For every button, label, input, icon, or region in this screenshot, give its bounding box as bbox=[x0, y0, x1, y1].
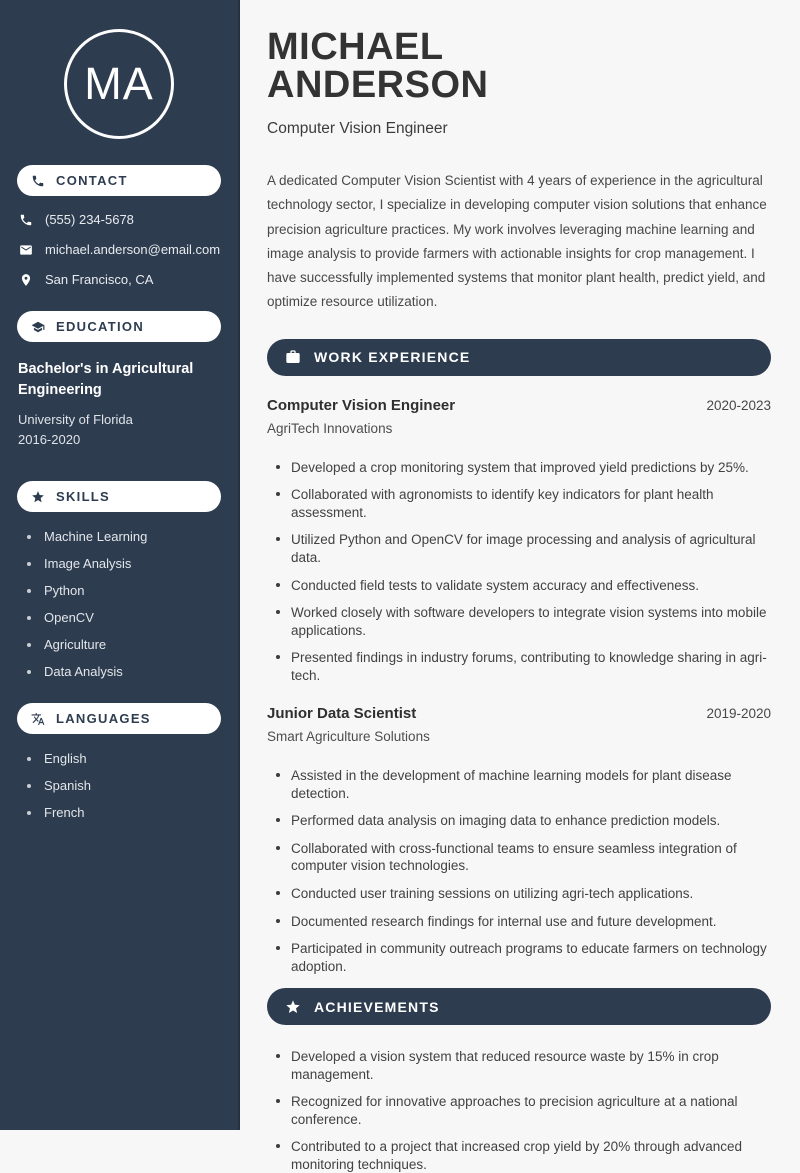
skills-section-header bbox=[17, 481, 221, 512]
job-bullet: Participated in community outreach programs to educate farmers on technology adoption. bbox=[267, 940, 771, 975]
job-entry bbox=[267, 705, 771, 975]
job-bullet: Conducted field tests to validate system accuracy and effectiveness. bbox=[267, 577, 771, 595]
contact-item-email bbox=[19, 242, 221, 257]
contact-item-location bbox=[19, 272, 221, 287]
contact-list bbox=[19, 212, 221, 287]
location-text: San Francisco, CA bbox=[45, 272, 154, 287]
avatar-initials: MA bbox=[84, 58, 154, 109]
education-years: 2016-2020 bbox=[18, 432, 81, 448]
skill-item: Python bbox=[27, 583, 221, 598]
work-experience-section-header bbox=[267, 339, 771, 376]
language-item: English bbox=[27, 751, 221, 766]
education-entry bbox=[18, 359, 221, 450]
achievement-bullet: Contributed to a project that increased crop yield by 20% through advanced monitoring techniques. bbox=[267, 1138, 771, 1173]
job-company: AgriTech Innovations bbox=[267, 420, 393, 436]
phone-icon bbox=[19, 213, 33, 227]
job-bullet: Worked closely with software developers to integrate vision systems into mobile applications. bbox=[267, 604, 771, 639]
job-bullet: Assisted in the development of machine learning models for plant disease detection. bbox=[267, 767, 771, 802]
person-name bbox=[267, 28, 771, 104]
achievements-list bbox=[267, 1048, 771, 1173]
skills-list bbox=[27, 529, 221, 679]
job-bullet: Presented findings in industry forums, contributing to knowledge sharing in agri-tech. bbox=[267, 649, 771, 684]
avatar bbox=[64, 29, 174, 139]
skill-item: OpenCV bbox=[27, 610, 221, 625]
work-experience-title: WORK EXPERIENCE bbox=[314, 349, 471, 366]
contact-section-header bbox=[17, 165, 221, 196]
skill-item: Machine Learning bbox=[27, 529, 221, 544]
skills-section-title: SKILLS bbox=[56, 489, 111, 505]
job-header bbox=[267, 397, 771, 414]
phone-icon bbox=[31, 174, 45, 188]
last-name: ANDERSON bbox=[267, 64, 489, 106]
email-address: michael.anderson@email.com bbox=[45, 242, 221, 257]
languages-section-header bbox=[17, 703, 221, 734]
job-bullet: Developed a crop monitoring system that improved yield predictions by 25%. bbox=[267, 459, 771, 477]
contact-section-title: CONTACT bbox=[56, 173, 128, 188]
first-name: MICHAEL bbox=[267, 26, 444, 68]
briefcase-icon bbox=[285, 349, 301, 365]
location-icon bbox=[19, 273, 33, 287]
achievement-bullet: Recognized for innovative approaches to precision agriculture at a national conference. bbox=[267, 1093, 771, 1128]
achievements-section-header bbox=[267, 988, 771, 1025]
languages-section-title: LANGUAGES bbox=[56, 711, 151, 727]
job-bullet: Performed data analysis on imaging data to enhance prediction models. bbox=[267, 812, 771, 830]
education-section-title: EDUCATION bbox=[56, 319, 145, 334]
language-item: Spanish bbox=[27, 778, 221, 793]
job-bullet: Utilized Python and OpenCV for image processing and analysis of agricultural data. bbox=[267, 531, 771, 566]
languages-list bbox=[27, 751, 221, 820]
language-item: French bbox=[27, 805, 221, 820]
achievements-title: ACHIEVEMENTS bbox=[314, 998, 440, 1015]
job-title: Junior Data Scientist bbox=[267, 705, 417, 723]
school-name: University of Florida bbox=[18, 412, 133, 428]
graduation-cap-icon bbox=[31, 320, 45, 334]
job-bullet-list bbox=[267, 459, 771, 684]
degree-name: Bachelor's in Agricultural Engineering bbox=[18, 361, 194, 399]
star-icon bbox=[285, 999, 301, 1015]
sidebar bbox=[0, 0, 240, 1130]
skill-item: Agriculture bbox=[27, 637, 221, 652]
job-dates: 2019-2020 bbox=[706, 706, 771, 722]
headline-job-title: Computer Vision Engineer bbox=[267, 120, 448, 137]
phone-number: (555) 234-5678 bbox=[45, 212, 134, 227]
achievement-bullet: Developed a vision system that reduced resource waste by 15% in crop management. bbox=[267, 1048, 771, 1083]
contact-item-phone bbox=[19, 212, 221, 227]
job-bullet: Collaborated with cross-functional teams to ensure seamless integration of computer vision technologies. bbox=[267, 840, 771, 875]
skill-item: Image Analysis bbox=[27, 556, 221, 571]
job-dates: 2020-2023 bbox=[706, 397, 771, 413]
job-company: Smart Agriculture Solutions bbox=[267, 729, 430, 745]
education-section-header bbox=[17, 311, 221, 342]
job-header bbox=[267, 705, 771, 722]
job-entry bbox=[267, 397, 771, 684]
job-title: Computer Vision Engineer bbox=[267, 396, 456, 414]
translate-icon bbox=[31, 712, 45, 726]
professional-summary: A dedicated Computer Vision Scientist with 4 years of experience in the agricultural technology sector, I specialize in developing computer vision solutions that enhance precision agriculture practices. My work involves leveraging machine learning and image analysis to provide farmers with actionable insights for crop management. I have successfully implemented systems that monitor plant health, predict yield, and optimize resource utilization. bbox=[267, 173, 767, 310]
job-bullet-list bbox=[267, 767, 771, 975]
star-icon bbox=[31, 490, 45, 504]
job-bullet: Documented research findings for internal use and future development. bbox=[267, 913, 771, 931]
job-bullet: Collaborated with agronomists to identify key indicators for plant health assessment. bbox=[267, 486, 771, 521]
resume-main bbox=[240, 0, 800, 1172]
email-icon bbox=[19, 243, 33, 257]
job-bullet: Conducted user training sessions on utilizing agri-tech applications. bbox=[267, 885, 771, 903]
skill-item: Data Analysis bbox=[27, 664, 221, 679]
